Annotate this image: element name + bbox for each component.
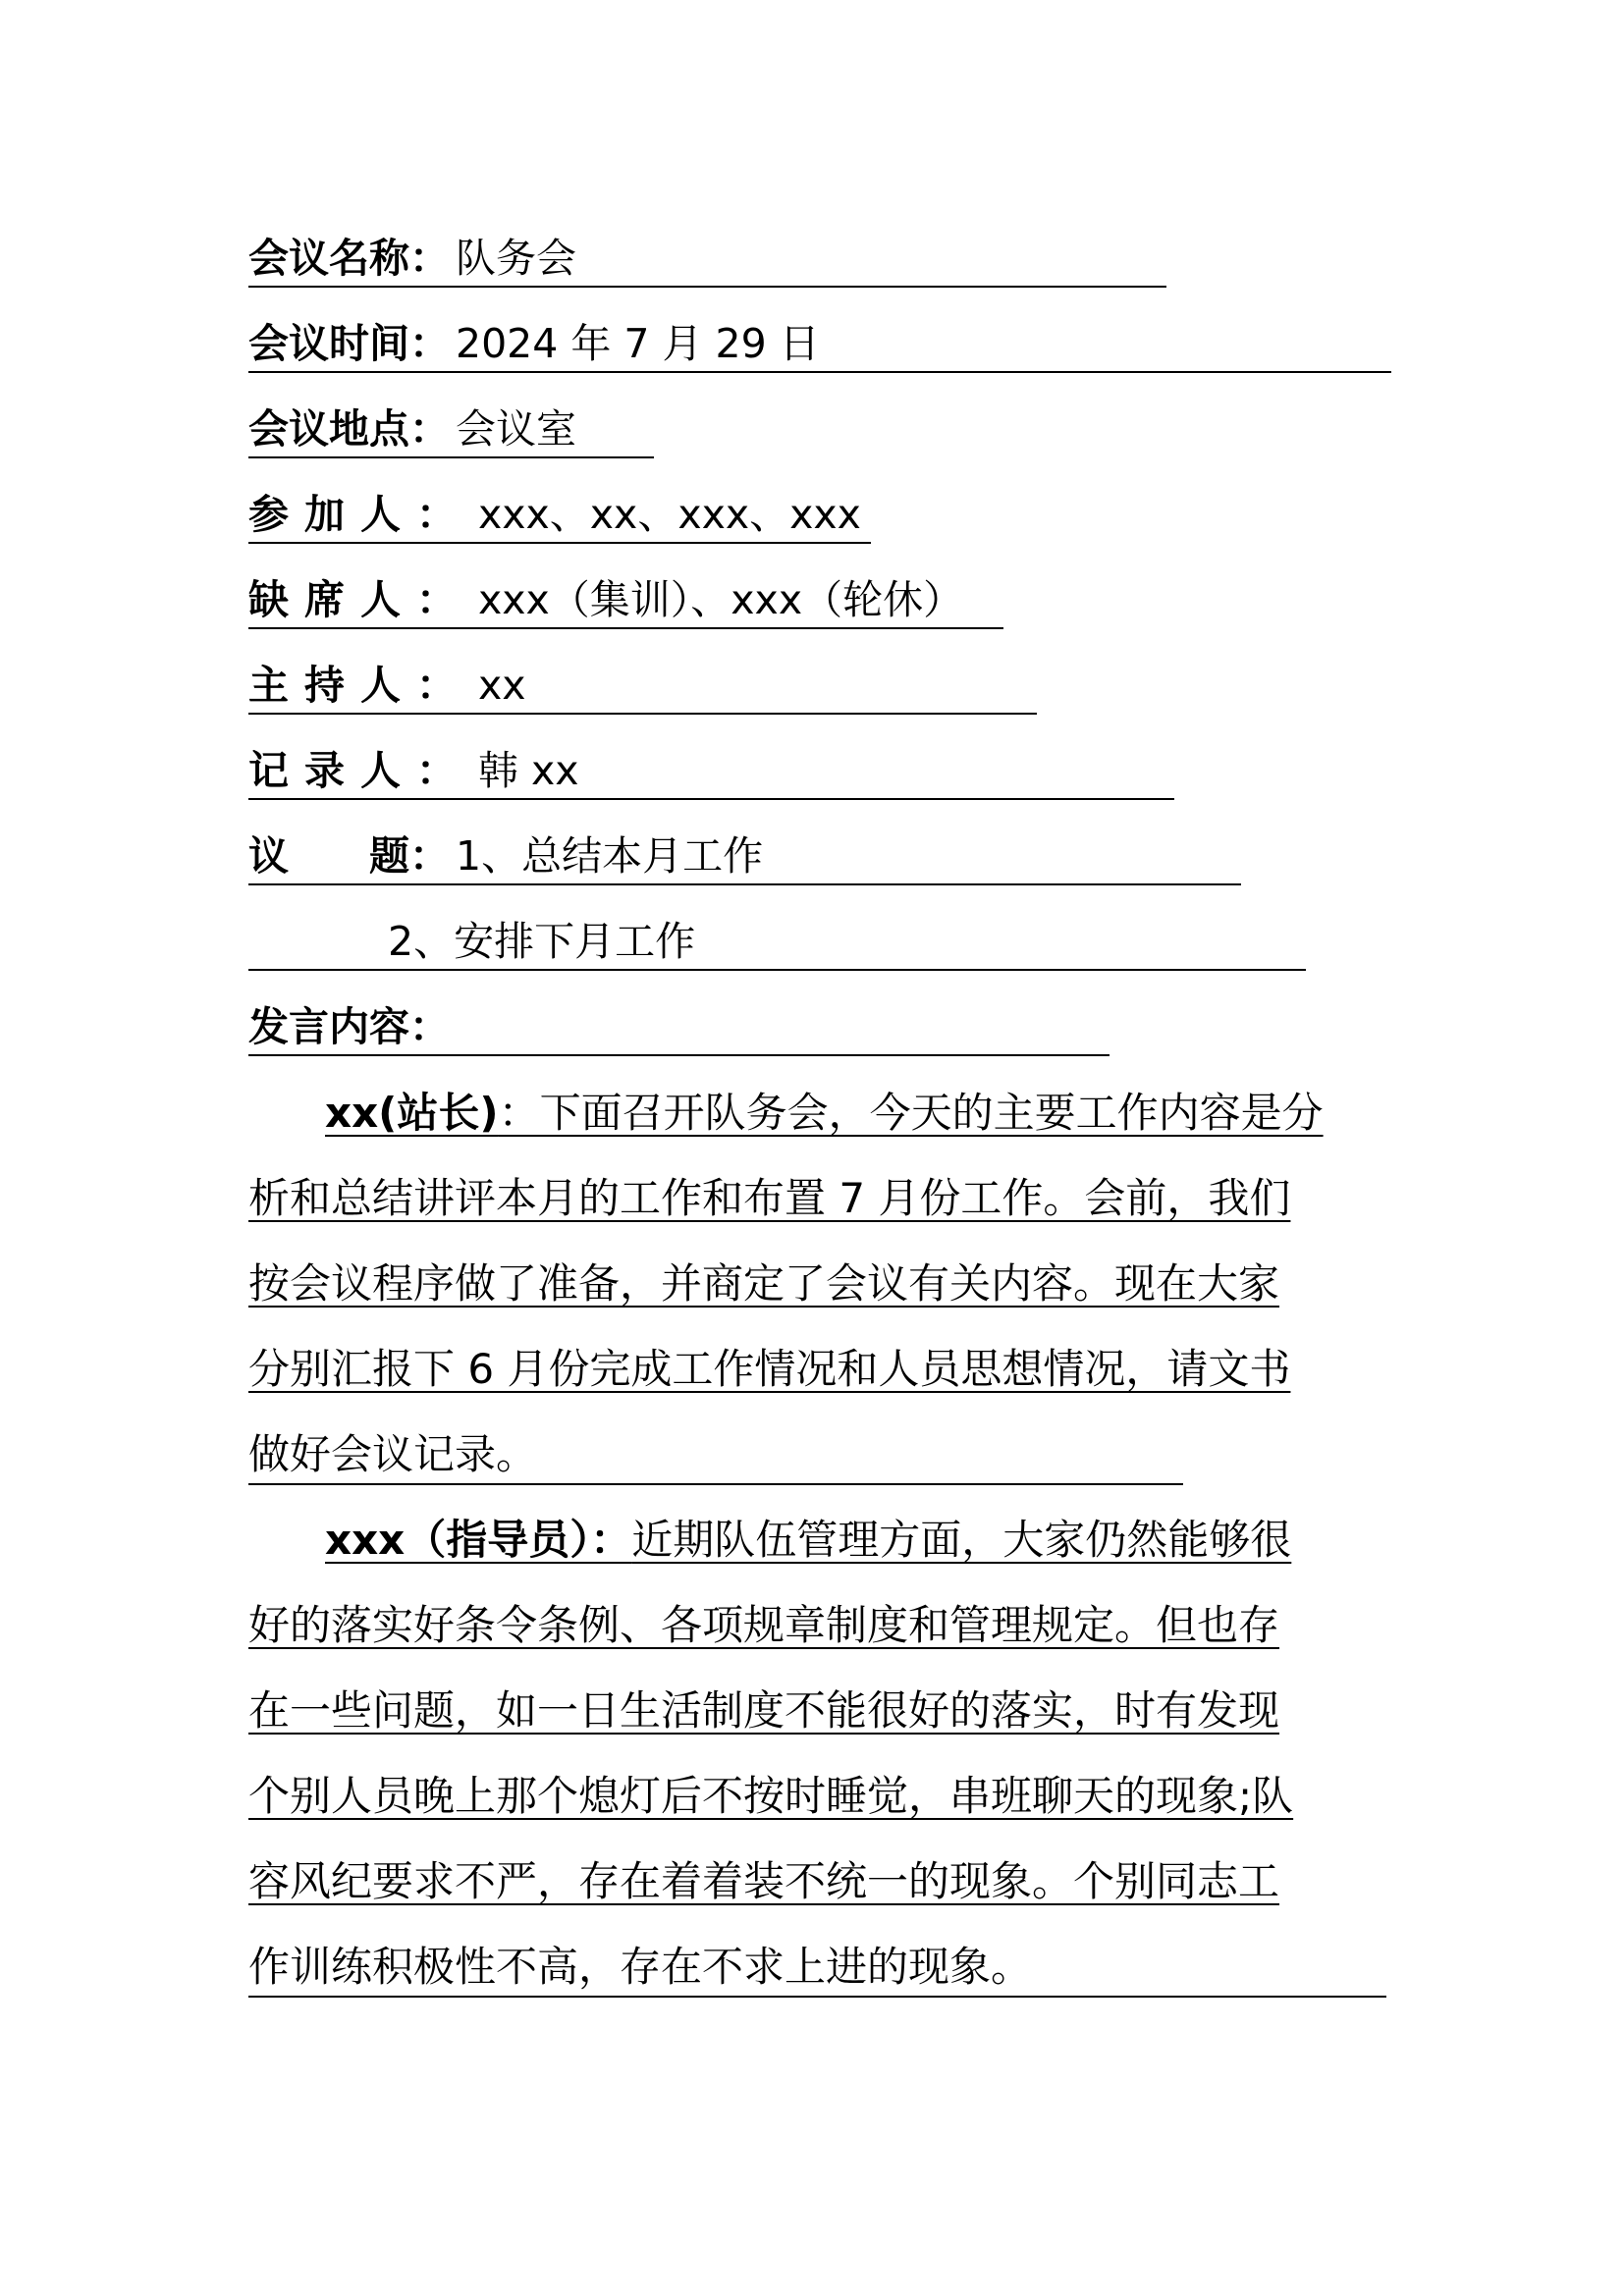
attendees-value: xxx、xx、xxx、xxx [478, 491, 861, 538]
speech-2-text-5: 容风纪要求不严，存在着着装不统一的现象。个别同志工 [248, 1857, 1280, 1905]
attendees-row [248, 485, 871, 544]
speech-2-line-4 [248, 1766, 1293, 1827]
topic-label-a: 议 [248, 832, 289, 880]
speech-2-line-5 [248, 1851, 1279, 1912]
attendees-label: 参加人： [248, 491, 472, 538]
meeting-name-label: 会议名称： [248, 235, 450, 282]
speech-2-line-3 [248, 1681, 1279, 1741]
speech-label: 发言内容： [248, 1003, 450, 1050]
speech-2-speaker: xxx（指导员）： [325, 1516, 632, 1564]
speech-1-line-1 [248, 1083, 1324, 1144]
meeting-time-value: 2024 年 7 月 29 日 [456, 320, 820, 367]
meeting-place-row [248, 400, 654, 458]
speech-1-line-4 [248, 1339, 1290, 1400]
speech-1-text-4: 分别汇报下 6 月份完成工作情况和人员思想情况，请文书 [248, 1345, 1291, 1393]
speech-2-text-1: 近期队伍管理方面，大家仍然能够很 [631, 1516, 1292, 1564]
speech-2-line-1 [248, 1510, 1291, 1571]
topic-2-value: 2、安排下月工作 [388, 918, 696, 965]
topic-1-value: 1、总结本月工作 [456, 832, 764, 880]
speech-1-line-2 [248, 1168, 1290, 1229]
meeting-place-value: 会议室 [456, 405, 576, 453]
host-value: xx [478, 662, 526, 709]
meeting-time-row [248, 314, 1391, 373]
speech-1-text-2: 析和总结讲评本月的工作和布置 7 月份工作。会前，我们 [248, 1174, 1291, 1222]
recorder-value: 韩 xx [478, 747, 579, 794]
speech-1-line-5 [248, 1424, 1183, 1485]
speech-2-text-2: 好的落实好条令条例、各项规章制度和管理规定。但也存 [248, 1601, 1280, 1649]
speech-1-text-1: ：下面召开队务会，今天的主要工作内容是分 [498, 1089, 1324, 1137]
meeting-name-row [248, 229, 1166, 288]
recorder-label: 记录人： [248, 747, 472, 794]
topic-label-b: 题： [369, 832, 450, 880]
topic-row-2 [248, 912, 1306, 971]
meeting-time-label: 会议时间： [248, 320, 450, 367]
speech-2-text-6: 作训练积极性不高，存在不求上进的现象。 [248, 1943, 1033, 1991]
speech-2-line-6 [248, 1937, 1386, 1998]
recorder-row [248, 741, 1174, 800]
absent-row [248, 570, 1003, 629]
speech-label-row [248, 997, 1110, 1056]
absent-label: 缺席人： [248, 576, 472, 623]
speech-1-text-5: 做好会议记录。 [248, 1430, 538, 1478]
topic-row-1 [248, 827, 1241, 885]
meeting-name-value: 队务会 [456, 235, 576, 282]
absent-value: xxx（集训）、xxx（轮休） [478, 576, 964, 623]
speech-1-line-3 [248, 1254, 1279, 1314]
speech-2-text-4: 个别人员晚上那个熄灯后不按时睡觉，串班聊天的现象;队 [248, 1772, 1294, 1820]
speech-2-text-3: 在一些问题，如一日生活制度不能很好的落实，时有发现 [248, 1686, 1280, 1735]
speech-2-line-2 [248, 1595, 1279, 1656]
meeting-place-label: 会议地点： [248, 405, 450, 453]
speech-1-text-3: 按会议程序做了准备，并商定了会议有关内容。现在大家 [248, 1259, 1280, 1308]
topic-label [248, 827, 450, 885]
speech-1-speaker: xx(站长) [325, 1089, 499, 1137]
host-label: 主持人： [248, 662, 472, 709]
host-row [248, 656, 1037, 715]
